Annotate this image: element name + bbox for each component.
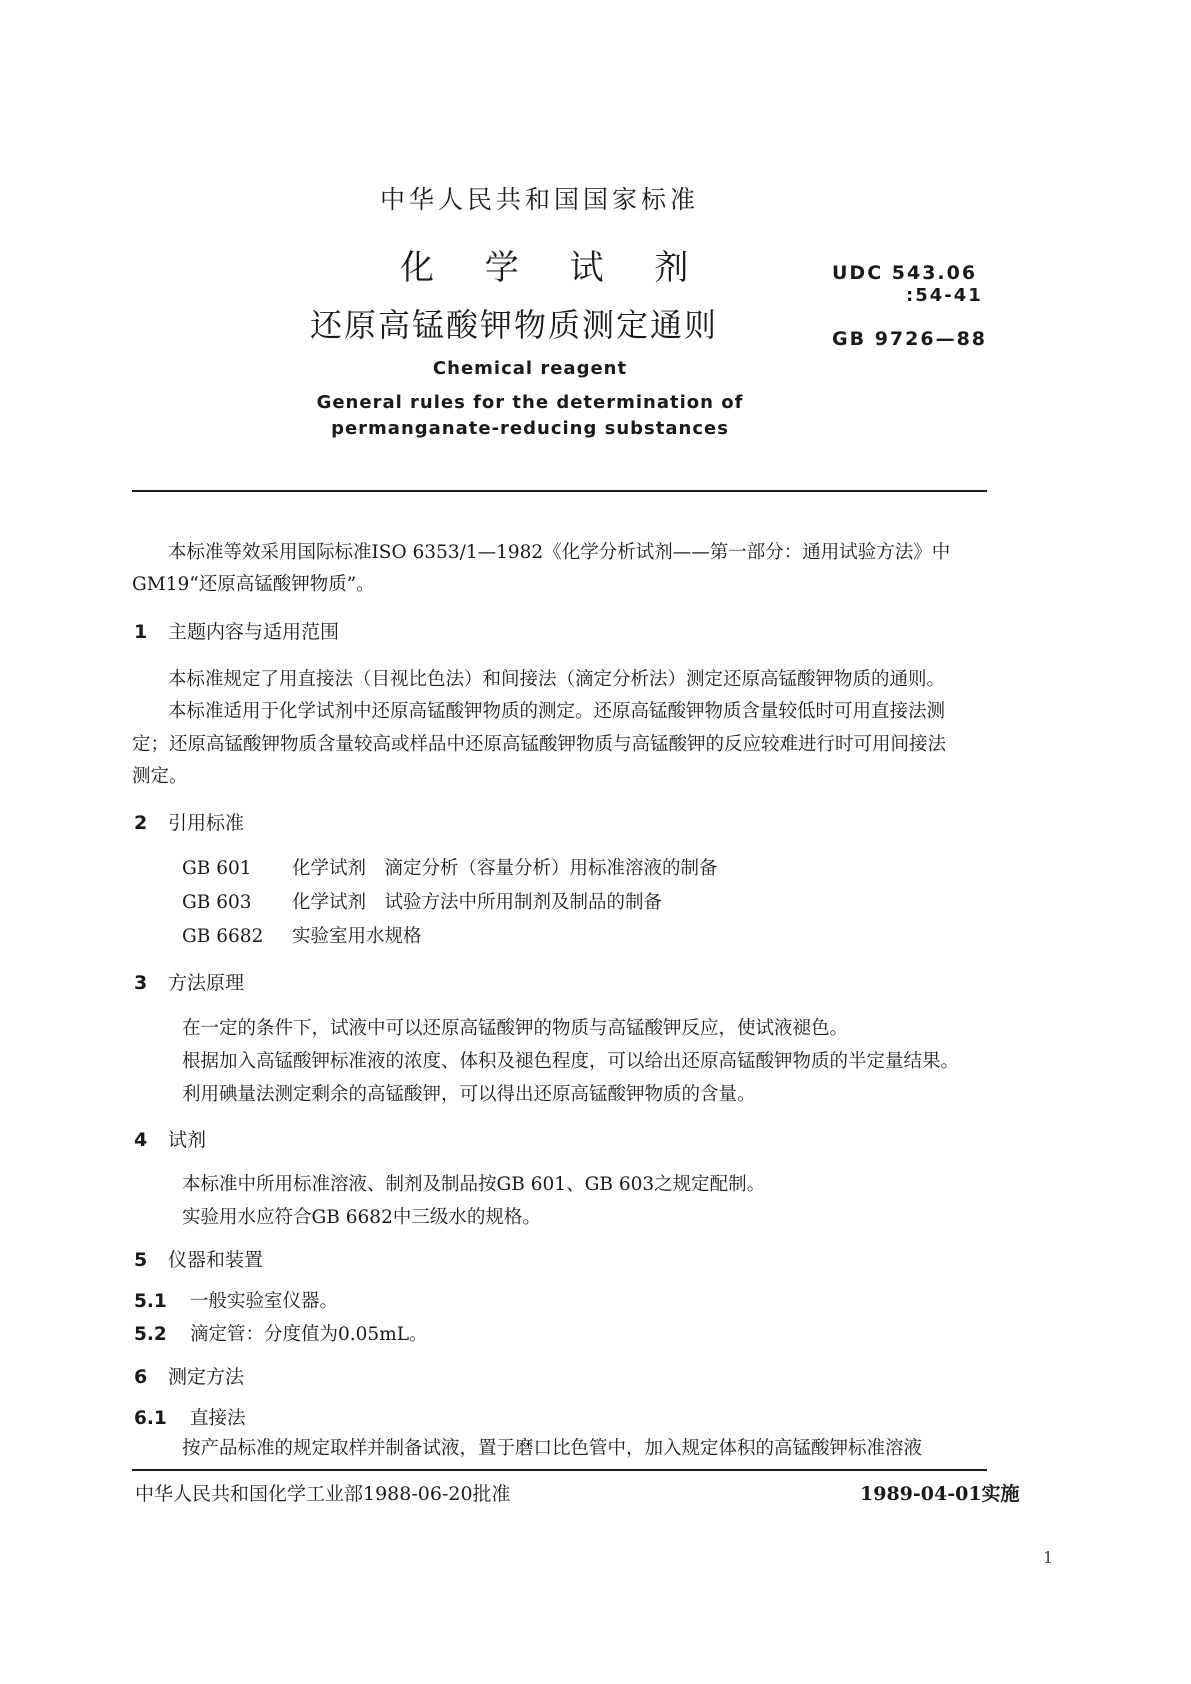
subsection-text: 滴定管：分度值为0.05mL。	[190, 1324, 428, 1345]
section-number: 3	[134, 972, 148, 994]
section-number: 6	[134, 1366, 148, 1388]
page-number: 1	[1043, 1548, 1054, 1567]
section-number: 4	[134, 1129, 148, 1151]
section-1-para1: 本标准规定了用直接法（目视比色法）和间接法（滴定分析法）测定还原高锰酸钾物质的通则。	[168, 669, 946, 690]
subsection-5-2	[134, 1320, 428, 1346]
subsection-5-1	[134, 1287, 338, 1313]
implementation-date: 1989-04-01实施	[860, 1483, 1020, 1505]
section-4-para1: 本标准中所用标准溶液、制剂及制品按GB 601、GB 603之规定配制。	[182, 1174, 766, 1195]
section-3-para2: 根据加入高锰酸钾标准液的浓度、体积及褪色程度，可以给出还原高锰酸钾物质的半定量结果。	[182, 1051, 960, 1072]
reference-title: 实验室用水规格	[292, 926, 422, 947]
english-title-line1: Chemical reagent	[432, 358, 628, 379]
section-6-heading	[134, 1362, 244, 1389]
subsection-number: 5.1	[134, 1291, 167, 1312]
section-3-heading	[134, 968, 244, 995]
reference-code: GB 603	[182, 892, 252, 913]
english-title-line2: General rules for the determination of	[316, 392, 744, 413]
section-title: 引用标准	[168, 812, 245, 834]
gb-standard-number: GB 9726—88	[832, 328, 988, 350]
section-number: 1	[134, 621, 148, 643]
section-4-para2: 实验用水应符合GB 6682中三级水的规格。	[182, 1207, 541, 1228]
header-divider	[132, 490, 987, 492]
section-number: 5	[134, 1249, 148, 1271]
section-1-heading	[134, 617, 339, 644]
subsection-6-1	[134, 1404, 246, 1430]
reference-title: 化学试剂 滴定分析（容量分析）用标准溶液的制备	[292, 858, 718, 879]
section-title: 试剂	[168, 1129, 207, 1151]
intro-line1: 本标准等效采用国际标准ISO 6353/1—1982《化学分析试剂——第一部分：通用试验方法》中	[168, 542, 951, 563]
subsection-number: 5.2	[134, 1324, 167, 1345]
section-title: 测定方法	[168, 1366, 245, 1388]
section-1-para2-line1: 本标准适用于化学试剂中还原高锰酸钾物质的测定。还原高锰酸钾物质含量较低时可用直接法测	[168, 701, 946, 722]
section-1-para2-line3: 测定。	[132, 766, 188, 787]
intro-line2: GM19“还原高锰酸钾物质”。	[132, 574, 375, 595]
section-4-heading	[134, 1125, 206, 1152]
section-6-para1: 按产品标准的规定取样并制备试液，置于磨口比色管中，加入规定体积的高锰酸钾标准溶液	[182, 1438, 923, 1459]
document-title-line1: 化 学 试 剂	[400, 248, 695, 288]
udc-code: UDC 543.06	[832, 262, 978, 284]
section-number: 2	[134, 812, 148, 834]
section-title: 仪器和装置	[168, 1249, 264, 1271]
reference-item	[182, 922, 422, 948]
section-3-para3: 利用碘量法测定剩余的高锰酸钾，可以得出还原高锰酸钾物质的含量。	[182, 1084, 756, 1105]
subsection-text: 一般实验室仪器。	[190, 1291, 339, 1312]
subsection-number: 6.1	[134, 1408, 167, 1429]
footer-divider	[132, 1469, 987, 1471]
section-title: 方法原理	[168, 972, 245, 994]
section-title: 主题内容与适用范围	[168, 621, 340, 643]
document-title-line2: 还原高锰酸钾物质测定通则	[310, 306, 719, 344]
section-2-heading	[134, 808, 244, 835]
reference-item	[182, 854, 718, 880]
reference-code: GB 601	[182, 858, 252, 879]
udc-code-continued: :54-41	[906, 285, 983, 306]
reference-item	[182, 888, 662, 914]
national-standard-heading: 中华人民共和国国家标准	[380, 185, 700, 214]
approval-statement: 中华人民共和国化学工业部1988-06-20批准	[135, 1483, 511, 1505]
section-1-para2-line2: 定；还原高锰酸钾物质含量较高或样品中还原高锰酸钾物质与高锰酸钾的反应较难进行时可用间接法	[132, 734, 947, 755]
reference-code: GB 6682	[182, 926, 264, 947]
english-title-line3: permanganate-reducing substances	[331, 418, 729, 439]
section-5-heading	[134, 1245, 263, 1272]
subsection-text: 直接法	[190, 1408, 246, 1429]
reference-title: 化学试剂 试验方法中所用制剂及制品的制备	[292, 892, 663, 913]
section-3-para1: 在一定的条件下，试液中可以还原高锰酸钾的物质与高锰酸钾反应，使试液褪色。	[182, 1018, 849, 1039]
